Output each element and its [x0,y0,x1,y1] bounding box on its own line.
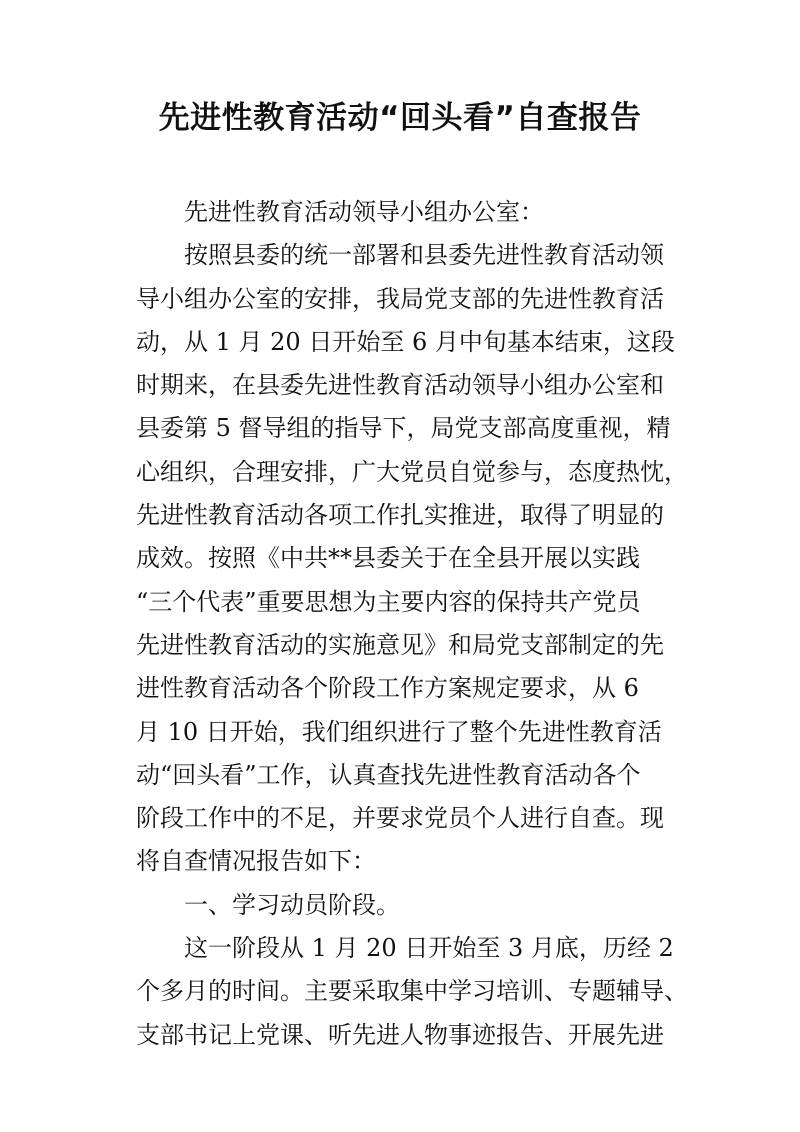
text-line: “三个代表”重要思想为主要内容的保持共产党员 [136,587,641,616]
text-line: 这一阶段从 1 月 20 日开始至 3 月底，历经 2 [184,934,674,963]
document-title: 先进性教育活动“回头看”自查报告 [158,100,642,136]
text-line: 将自查情况报告如下： [136,847,376,876]
text-line: 先进性教育活动的实施意见》和局党支部制定的先 [136,630,664,659]
text-line: 一、学习动员阶段。 [184,890,400,919]
text-line: 按照县委的统一部署和县委先进性教育活动领 [184,241,664,270]
text-line: 时期来，在县委先进性教育活动领导小组办公室和 [136,371,664,400]
text-line: 动，从 1 月 20 日开始至 6 月中旬基本结束，这段 [136,327,675,356]
text-line: 导小组办公室的安排，我局党支部的先进性教育活 [136,284,664,313]
text-line: 先进性教育活动领导小组办公室： [184,198,544,226]
text-line: 动“回头看”工作，认真查找先进性教育活动各个 [136,760,641,789]
document-body [136,191,688,1057]
text-line: 支部书记上党课、听先进人物事迹报告、开展先进 [136,1020,664,1049]
text-line: 县委第 5 督导组的指导下，局党支部高度重视，精 [136,414,671,443]
text-line: 心组织，合理安排，广大党员自觉参与，态度热忱， [136,457,688,486]
text-line: 个多月的时间。主要采取集中学习培训、专题辅导、 [136,977,688,1006]
text-line: 进性教育活动各个阶段工作方案规定要求，从 6 [136,674,639,703]
text-line: 先进性教育活动各项工作扎实推进，取得了明显的 [136,501,664,530]
text-line: 成效。按照《中共**县委关于在全县开展以实践 [136,544,640,573]
text-line: 月 10 日开始，我们组织进行了整个先进性教育活 [136,717,662,746]
text-line: 阶段工作中的不足，并要求党员个人进行自查。现 [136,804,664,833]
